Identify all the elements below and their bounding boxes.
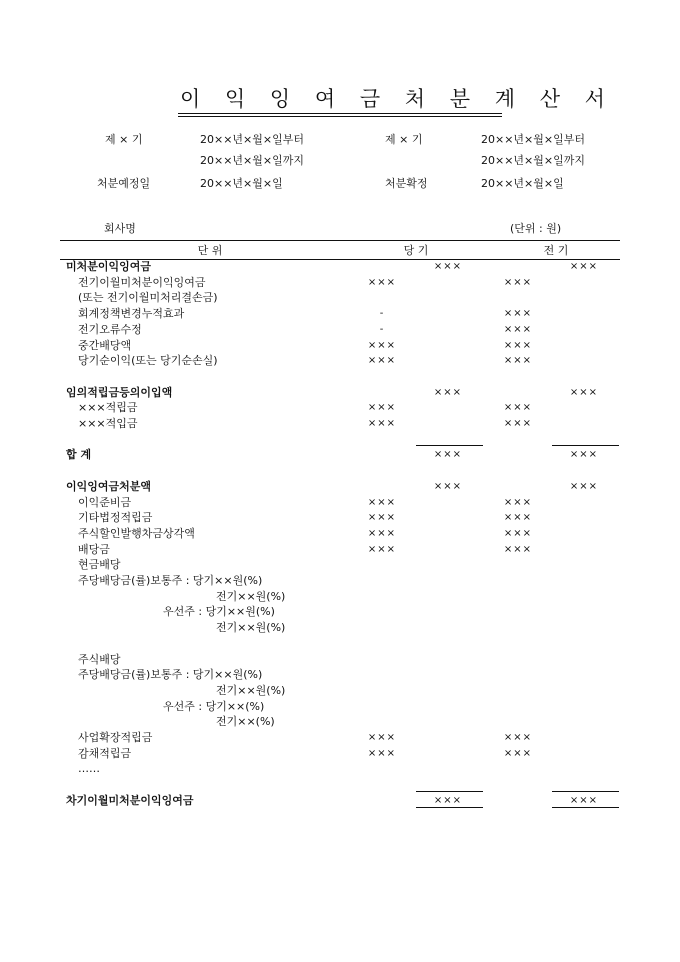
- company-name-label: 회사명: [104, 222, 136, 235]
- statement-row: [0, 479, 680, 495]
- title-underline-bottom: [178, 116, 502, 117]
- column-header-prior: 전 기: [543, 244, 569, 257]
- row-value-c4: ×××: [569, 449, 599, 461]
- row-label: ……: [78, 762, 100, 776]
- row-label: 전기이월미처분이익잉여금: [78, 275, 206, 289]
- prior-plan-label: 처분확정: [385, 177, 428, 190]
- row-label: 차기이월미처분이익잉여금: [66, 793, 194, 807]
- document-title: 이 익 잉 여 금 처 분 계 산 서: [180, 87, 614, 111]
- statement-row: [0, 557, 680, 573]
- row-value-c3: ×××: [503, 543, 533, 555]
- statement-row: [0, 400, 680, 416]
- statement-row: [0, 652, 680, 668]
- row-label: 우선주 : 당기××원(%): [163, 605, 275, 619]
- row-value-c4: ×××: [569, 794, 599, 806]
- row-label: 미처분이익잉여금: [66, 260, 152, 273]
- statement-row: [0, 510, 680, 526]
- prior-date-from: 20××년×월×일부터: [481, 133, 585, 146]
- statement-row: [0, 259, 680, 275]
- row-value-c3: ×××: [503, 512, 533, 524]
- row-value-c3: ×××: [503, 418, 533, 429]
- row-value-c1: ×××: [367, 512, 397, 524]
- statement-row: [0, 353, 680, 369]
- subtotal-rule-current: [416, 445, 483, 446]
- statement-row: [0, 416, 680, 432]
- row-label: 주당배당금(률)보통주 : 당기××원(%): [78, 668, 263, 682]
- row-value-c3: ×××: [503, 402, 533, 414]
- row-value-c1: -: [379, 308, 385, 320]
- statement-row: [0, 542, 680, 558]
- row-label: 중간배당액: [78, 338, 132, 352]
- statement-row: [0, 306, 680, 322]
- row-label: 전기××원(%): [216, 621, 286, 635]
- row-value-c3: ×××: [503, 732, 533, 743]
- statement-row: [0, 463, 680, 479]
- prior-period-label: 제 × 기: [385, 133, 423, 146]
- row-value-c1: ×××: [367, 543, 397, 555]
- subtotal-rule-current: [416, 791, 483, 792]
- row-value-c1: ×××: [367, 276, 397, 288]
- row-value-c1: ×××: [367, 496, 397, 508]
- row-value-c2: ×××: [433, 261, 463, 272]
- row-value-c3: ×××: [503, 355, 533, 367]
- column-header-current: 당 기: [403, 244, 429, 257]
- row-label: 현금배당: [78, 558, 121, 572]
- subtotal-rule-prior: [552, 445, 619, 446]
- row-value-c1: ×××: [367, 747, 397, 759]
- row-value-c4: ×××: [569, 480, 599, 492]
- header-rule: [60, 240, 620, 241]
- row-value-c3: ×××: [503, 276, 533, 288]
- statement-row: [0, 385, 680, 401]
- unit-label: (단위 : 원): [510, 222, 562, 235]
- row-value-c1: ×××: [367, 339, 397, 351]
- statement-row: [0, 683, 680, 699]
- total-rule-prior: [552, 807, 619, 808]
- subtotal-rule-prior: [552, 791, 619, 792]
- row-label: 전기××(%): [216, 715, 275, 729]
- statement-row: [0, 526, 680, 542]
- statement-row: [0, 495, 680, 511]
- row-value-c1: -: [379, 323, 385, 335]
- row-label: 전기××원(%): [216, 589, 286, 603]
- row-value-c3: ×××: [503, 496, 533, 508]
- row-label: 합 계: [66, 448, 92, 462]
- statement-row: [0, 699, 680, 715]
- row-value-c3: ×××: [503, 747, 533, 759]
- row-label: 주당배당금(률)보통주 : 당기××원(%): [78, 574, 263, 587]
- row-value-c1: ×××: [367, 732, 397, 743]
- title-underline-top: [178, 113, 502, 114]
- row-label: 사업확장적립금: [78, 731, 153, 744]
- row-label: (또는 전기이월미처리결손금): [78, 291, 218, 305]
- row-value-c4: ×××: [569, 386, 599, 398]
- statement-row: [0, 714, 680, 730]
- total-rule-current: [416, 807, 483, 808]
- row-label: 회계정책변경누적효과: [78, 307, 185, 321]
- row-value-c2: ×××: [433, 794, 463, 806]
- statement-row: [0, 793, 680, 809]
- row-label: 주식할인발행차금상각액: [78, 526, 195, 540]
- statement-row: [0, 777, 680, 793]
- statement-row: [0, 746, 680, 762]
- row-label: 전기××원(%): [216, 683, 286, 697]
- statement-row: [0, 636, 680, 652]
- row-label: 임의적립금등의이입액: [66, 385, 173, 399]
- row-value-c3: ×××: [503, 527, 533, 539]
- current-plan-date: 20××년×월×일: [200, 177, 283, 190]
- statement-row: [0, 369, 680, 385]
- row-value-c2: ×××: [433, 386, 463, 398]
- statement-row: [0, 275, 680, 291]
- statement-row: [0, 322, 680, 338]
- current-plan-label: 처분예정일: [97, 177, 151, 190]
- current-date-to: 20××년×월×일까지: [200, 154, 304, 167]
- prior-plan-date: 20××년×월×일: [481, 177, 564, 190]
- current-date-from: 20××년×월×일부터: [200, 133, 304, 146]
- row-value-c4: ×××: [569, 261, 599, 272]
- row-label: 전기오류수정: [78, 322, 142, 336]
- row-value-c1: ×××: [367, 527, 397, 539]
- row-value-c3: ×××: [503, 339, 533, 351]
- statement-row: [0, 573, 680, 589]
- row-label: 이익준비금: [78, 495, 132, 509]
- row-label: 감채적립금: [78, 746, 132, 760]
- statement-row: [0, 761, 680, 777]
- row-label: ×××적립금: [78, 401, 138, 415]
- row-value-c1: ×××: [367, 402, 397, 414]
- prior-date-to: 20××년×월×일까지: [481, 154, 585, 167]
- statement-row: [0, 432, 680, 448]
- statement-row: [0, 604, 680, 620]
- statement-row: [0, 447, 680, 463]
- statement-row: [0, 620, 680, 636]
- statement-row: [0, 589, 680, 605]
- row-value-c3: ×××: [503, 308, 533, 320]
- row-value-c1: ×××: [367, 355, 397, 367]
- row-label: 이익잉여금처분액: [66, 479, 152, 493]
- current-period-label: 제 × 기: [105, 133, 143, 146]
- row-value-c1: ×××: [367, 418, 397, 429]
- row-label: 당기순이익(또는 당기순손실): [78, 354, 218, 368]
- row-value-c2: ×××: [433, 449, 463, 461]
- row-label: 기타법정적립금: [78, 511, 153, 525]
- statement-row: [0, 338, 680, 354]
- column-header-item: 단 위: [197, 244, 223, 257]
- statement-row: [0, 730, 680, 746]
- statement-row: [0, 290, 680, 306]
- row-value-c2: ×××: [433, 480, 463, 492]
- statement-row: [0, 667, 680, 683]
- row-label: 배당금: [78, 542, 110, 556]
- row-label: 주식배당: [78, 652, 121, 666]
- row-label: 우선주 : 당기××(%): [163, 699, 265, 713]
- row-value-c3: ×××: [503, 323, 533, 335]
- row-label: ×××적입금: [78, 417, 138, 430]
